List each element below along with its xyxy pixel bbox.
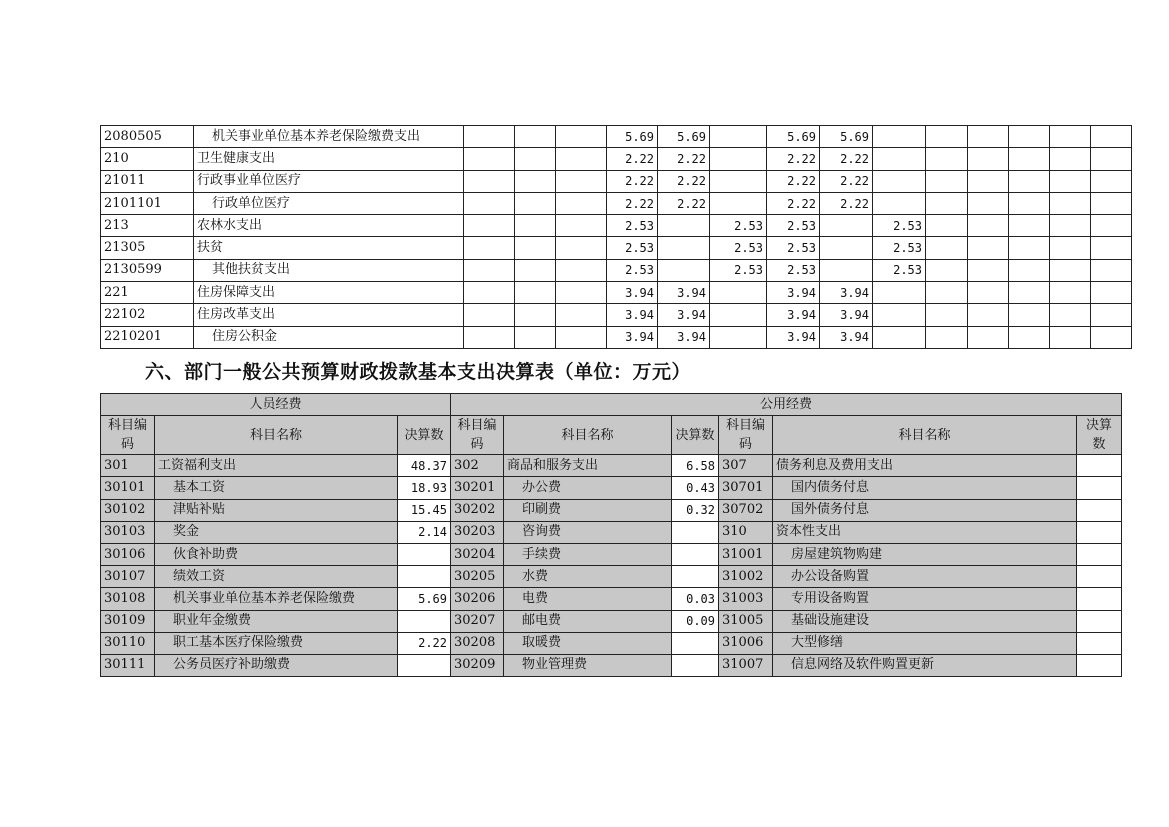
amount-cell [658, 259, 710, 281]
empty-cell [556, 170, 607, 192]
empty-cell [515, 259, 556, 281]
table-row [101, 610, 1122, 632]
empty-cell [1009, 326, 1050, 348]
empty-cell [464, 282, 515, 304]
subject-name: 住房改革支出 [194, 304, 464, 326]
empty-cell [464, 304, 515, 326]
capital-code: 31001 [719, 543, 773, 565]
empty-cell [515, 170, 556, 192]
empty-cell [1050, 282, 1091, 304]
empty-cell [556, 148, 607, 170]
amount-cell: 2.53 [710, 237, 767, 259]
goods-amount: 0.09 [672, 610, 719, 632]
empty-cell [515, 148, 556, 170]
personnel-amount [398, 543, 451, 565]
amount-cell: 2.53 [710, 259, 767, 281]
section-title: 六、部门一般公共预算财政拨款基本支出决算表（单位：万元） [145, 361, 692, 383]
empty-cell [1050, 148, 1091, 170]
goods-amount: 0.32 [672, 499, 719, 521]
subject-code: 213 [101, 215, 194, 237]
subject-name: 住房保障支出 [194, 282, 464, 304]
table-row [101, 566, 1122, 588]
personnel-amount [398, 654, 451, 676]
table-row [101, 543, 1122, 565]
empty-cell [515, 192, 556, 214]
personnel-code: 30106 [101, 543, 155, 565]
empty-cell [926, 237, 968, 259]
amount-cell: 2.22 [607, 148, 658, 170]
header-name: 科目名称 [504, 416, 672, 455]
capital-amount [1077, 499, 1122, 521]
amount-cell [873, 304, 926, 326]
empty-cell [926, 126, 968, 148]
goods-name: 邮电费 [504, 610, 672, 632]
capital-code: 31005 [719, 610, 773, 632]
subject-code: 2080505 [101, 126, 194, 148]
amount-cell: 3.94 [658, 326, 710, 348]
personnel-amount: 15.45 [398, 499, 451, 521]
empty-cell [1091, 259, 1132, 281]
empty-cell [464, 237, 515, 259]
capital-name: 房屋建筑物购建 [773, 543, 1077, 565]
amount-cell: 2.22 [658, 148, 710, 170]
header-code: 科目编码 [101, 416, 155, 455]
subject-code: 22102 [101, 304, 194, 326]
goods-amount: 6.58 [672, 455, 719, 477]
empty-cell [968, 326, 1009, 348]
empty-cell [464, 126, 515, 148]
amount-cell: 2.22 [767, 170, 820, 192]
amount-cell: 2.22 [658, 170, 710, 192]
empty-cell [926, 326, 968, 348]
empty-cell [464, 326, 515, 348]
empty-cell [556, 126, 607, 148]
amount-cell [710, 192, 767, 214]
empty-cell [926, 304, 968, 326]
empty-cell [1050, 126, 1091, 148]
capital-name: 基础设施建设 [773, 610, 1077, 632]
personnel-amount [398, 610, 451, 632]
personnel-code: 30110 [101, 632, 155, 654]
personnel-code: 30108 [101, 588, 155, 610]
personnel-name: 机关事业单位基本养老保险缴费 [155, 588, 398, 610]
amount-cell [820, 259, 873, 281]
subject-code: 221 [101, 282, 194, 304]
capital-amount [1077, 543, 1122, 565]
table-row [101, 588, 1122, 610]
capital-code: 31002 [719, 566, 773, 588]
empty-cell [968, 126, 1009, 148]
table-row [101, 499, 1122, 521]
goods-code: 302 [451, 455, 504, 477]
amount-cell: 5.69 [820, 126, 873, 148]
capital-code: 31006 [719, 632, 773, 654]
amount-cell: 2.53 [607, 237, 658, 259]
empty-cell [515, 215, 556, 237]
amount-cell: 3.94 [767, 282, 820, 304]
table-row [101, 192, 1132, 214]
capital-name: 信息网络及软件购置更新 [773, 654, 1077, 676]
empty-cell [926, 215, 968, 237]
empty-cell [1009, 148, 1050, 170]
amount-cell: 2.53 [767, 259, 820, 281]
amount-cell: 2.22 [767, 148, 820, 170]
empty-cell [1091, 170, 1132, 192]
empty-cell [1009, 192, 1050, 214]
capital-amount [1077, 455, 1122, 477]
personnel-name: 职业年金缴费 [155, 610, 398, 632]
personnel-name: 基本工资 [155, 477, 398, 499]
table-row [101, 477, 1122, 499]
amount-cell: 3.94 [658, 304, 710, 326]
empty-cell [464, 215, 515, 237]
table-row [101, 455, 1122, 477]
table-row [101, 148, 1132, 170]
empty-cell [1050, 304, 1091, 326]
group-public-header: 公用经费 [451, 394, 1122, 416]
amount-cell: 3.94 [658, 282, 710, 304]
subject-code: 210 [101, 148, 194, 170]
personnel-code: 30107 [101, 566, 155, 588]
empty-cell [926, 192, 968, 214]
empty-cell [1091, 126, 1132, 148]
amount-cell: 2.53 [873, 215, 926, 237]
empty-cell [1009, 304, 1050, 326]
amount-cell: 2.53 [873, 259, 926, 281]
capital-code: 307 [719, 455, 773, 477]
amount-cell: 2.53 [873, 237, 926, 259]
capital-name: 专用设备购置 [773, 588, 1077, 610]
amount-cell: 5.69 [767, 126, 820, 148]
goods-name: 水费 [504, 566, 672, 588]
amount-cell: 5.69 [658, 126, 710, 148]
amount-cell: 3.94 [767, 304, 820, 326]
table-row [101, 632, 1122, 654]
empty-cell [1009, 126, 1050, 148]
empty-cell [515, 237, 556, 259]
table-row [101, 126, 1132, 148]
amount-cell: 2.53 [767, 215, 820, 237]
empty-cell [464, 170, 515, 192]
empty-cell [515, 326, 556, 348]
goods-amount: 0.43 [672, 477, 719, 499]
empty-cell [556, 215, 607, 237]
amount-cell [710, 126, 767, 148]
amount-cell: 2.22 [607, 170, 658, 192]
table-row [101, 521, 1122, 543]
goods-amount [672, 632, 719, 654]
empty-cell [1091, 192, 1132, 214]
amount-cell [873, 148, 926, 170]
goods-code: 30204 [451, 543, 504, 565]
goods-code: 30201 [451, 477, 504, 499]
empty-cell [1091, 148, 1132, 170]
empty-cell [1091, 215, 1132, 237]
personnel-code: 30109 [101, 610, 155, 632]
personnel-amount: 48.37 [398, 455, 451, 477]
personnel-amount: 18.93 [398, 477, 451, 499]
empty-cell [1091, 304, 1132, 326]
subject-name: 行政单位医疗 [194, 192, 464, 214]
empty-cell [464, 148, 515, 170]
amount-cell: 2.22 [820, 148, 873, 170]
empty-cell [556, 259, 607, 281]
amount-cell: 2.22 [767, 192, 820, 214]
amount-cell [710, 170, 767, 192]
personnel-amount: 2.22 [398, 632, 451, 654]
capital-amount [1077, 521, 1122, 543]
empty-cell [515, 126, 556, 148]
goods-amount [672, 654, 719, 676]
amount-cell: 3.94 [767, 326, 820, 348]
amount-cell: 2.53 [710, 215, 767, 237]
amount-cell: 3.94 [820, 282, 873, 304]
goods-name: 咨询费 [504, 521, 672, 543]
amount-cell: 2.53 [767, 237, 820, 259]
capital-code: 30702 [719, 499, 773, 521]
subject-code: 21011 [101, 170, 194, 192]
empty-cell [1009, 259, 1050, 281]
goods-amount [672, 566, 719, 588]
empty-cell [968, 237, 1009, 259]
subject-code: 2210201 [101, 326, 194, 348]
amount-cell: 2.22 [820, 192, 873, 214]
amount-cell [658, 215, 710, 237]
empty-cell [515, 282, 556, 304]
capital-amount [1077, 632, 1122, 654]
empty-cell [1009, 170, 1050, 192]
goods-code: 30207 [451, 610, 504, 632]
subject-code: 2101101 [101, 192, 194, 214]
empty-cell [1050, 192, 1091, 214]
capital-name: 国外债务付息 [773, 499, 1077, 521]
empty-cell [556, 237, 607, 259]
empty-cell [1009, 237, 1050, 259]
capital-code: 30701 [719, 477, 773, 499]
goods-code: 30206 [451, 588, 504, 610]
goods-name: 手续费 [504, 543, 672, 565]
amount-cell: 3.94 [820, 304, 873, 326]
subject-name: 其他扶贫支出 [194, 259, 464, 281]
goods-code: 30208 [451, 632, 504, 654]
capital-amount [1077, 566, 1122, 588]
capital-code: 31003 [719, 588, 773, 610]
personnel-code: 301 [101, 455, 155, 477]
table-row [101, 654, 1122, 676]
capital-name: 债务利息及费用支出 [773, 455, 1077, 477]
table-row [101, 326, 1132, 348]
table-row [101, 282, 1132, 304]
empty-cell [926, 259, 968, 281]
empty-cell [968, 170, 1009, 192]
capital-name: 大型修缮 [773, 632, 1077, 654]
group-personnel-header: 人员经费 [101, 394, 451, 416]
empty-cell [968, 259, 1009, 281]
goods-code: 30209 [451, 654, 504, 676]
subject-name: 行政事业单位医疗 [194, 170, 464, 192]
personnel-name: 津贴补贴 [155, 499, 398, 521]
amount-cell: 5.69 [607, 126, 658, 148]
capital-code: 31007 [719, 654, 773, 676]
personnel-code: 30101 [101, 477, 155, 499]
empty-cell [556, 326, 607, 348]
empty-cell [968, 282, 1009, 304]
header-name: 科目名称 [155, 416, 398, 455]
amount-cell [710, 304, 767, 326]
header-name: 科目名称 [773, 416, 1077, 455]
amount-cell [710, 326, 767, 348]
subject-code: 21305 [101, 237, 194, 259]
empty-cell [926, 282, 968, 304]
amount-cell [658, 237, 710, 259]
amount-cell [873, 170, 926, 192]
amount-cell: 3.94 [820, 326, 873, 348]
empty-cell [556, 304, 607, 326]
personnel-amount: 2.14 [398, 521, 451, 543]
goods-name: 电费 [504, 588, 672, 610]
amount-cell [820, 215, 873, 237]
subject-name: 卫生健康支出 [194, 148, 464, 170]
capital-name: 办公设备购置 [773, 566, 1077, 588]
empty-cell [515, 304, 556, 326]
capital-amount [1077, 654, 1122, 676]
amount-cell: 2.22 [820, 170, 873, 192]
personnel-name: 奖金 [155, 521, 398, 543]
goods-name: 物业管理费 [504, 654, 672, 676]
goods-code: 30203 [451, 521, 504, 543]
empty-cell [1091, 282, 1132, 304]
table-row [101, 259, 1132, 281]
personnel-name: 职工基本医疗保险缴费 [155, 632, 398, 654]
amount-cell [873, 192, 926, 214]
personnel-code: 30111 [101, 654, 155, 676]
empty-cell [926, 148, 968, 170]
amount-cell [820, 237, 873, 259]
empty-cell [926, 170, 968, 192]
basic-expenditure-table [100, 393, 1122, 677]
goods-name: 印刷费 [504, 499, 672, 521]
empty-cell [968, 148, 1009, 170]
amount-cell [710, 148, 767, 170]
personnel-name: 伙食补助费 [155, 543, 398, 565]
goods-code: 30202 [451, 499, 504, 521]
capital-amount [1077, 477, 1122, 499]
capital-amount [1077, 610, 1122, 632]
goods-name: 取暖费 [504, 632, 672, 654]
subject-name: 机关事业单位基本养老保险缴费支出 [194, 126, 464, 148]
amount-cell [710, 282, 767, 304]
table-row [101, 237, 1132, 259]
empty-cell [968, 192, 1009, 214]
empty-cell [464, 259, 515, 281]
subject-name: 扶贫 [194, 237, 464, 259]
expenditure-table-top [100, 125, 1132, 349]
goods-amount [672, 521, 719, 543]
personnel-code: 30103 [101, 521, 155, 543]
personnel-name: 绩效工资 [155, 566, 398, 588]
goods-code: 30205 [451, 566, 504, 588]
goods-name: 商品和服务支出 [504, 455, 672, 477]
empty-cell [1050, 326, 1091, 348]
amount-cell: 3.94 [607, 304, 658, 326]
personnel-code: 30102 [101, 499, 155, 521]
capital-amount [1077, 588, 1122, 610]
subject-name: 住房公积金 [194, 326, 464, 348]
empty-cell [556, 282, 607, 304]
empty-cell [1050, 170, 1091, 192]
table-row [101, 170, 1132, 192]
empty-cell [1009, 215, 1050, 237]
capital-name: 资本性支出 [773, 521, 1077, 543]
empty-cell [1050, 259, 1091, 281]
empty-cell [556, 192, 607, 214]
table-row [101, 215, 1132, 237]
personnel-name: 工资福利支出 [155, 455, 398, 477]
table-row [101, 304, 1132, 326]
subject-name: 农林水支出 [194, 215, 464, 237]
goods-amount [672, 543, 719, 565]
header-amount: 决算数 [1077, 416, 1122, 455]
goods-name: 办公费 [504, 477, 672, 499]
header-amount: 决算数 [672, 416, 719, 455]
empty-cell [1091, 326, 1132, 348]
capital-name: 国内债务付息 [773, 477, 1077, 499]
empty-cell [1009, 282, 1050, 304]
header-code: 科目编码 [719, 416, 773, 455]
amount-cell [873, 126, 926, 148]
amount-cell: 2.53 [607, 259, 658, 281]
empty-cell [464, 192, 515, 214]
empty-cell [968, 304, 1009, 326]
personnel-name: 公务员医疗补助缴费 [155, 654, 398, 676]
empty-cell [968, 215, 1009, 237]
capital-code: 310 [719, 521, 773, 543]
amount-cell: 3.94 [607, 282, 658, 304]
amount-cell: 2.22 [607, 192, 658, 214]
header-amount: 决算数 [398, 416, 451, 455]
subject-code: 2130599 [101, 259, 194, 281]
empty-cell [1050, 237, 1091, 259]
amount-cell: 2.22 [658, 192, 710, 214]
amount-cell: 3.94 [607, 326, 658, 348]
empty-cell [1091, 237, 1132, 259]
header-code: 科目编码 [451, 416, 504, 455]
goods-amount: 0.03 [672, 588, 719, 610]
amount-cell [873, 282, 926, 304]
personnel-amount [398, 566, 451, 588]
amount-cell: 2.53 [607, 215, 658, 237]
amount-cell [873, 326, 926, 348]
empty-cell [1050, 215, 1091, 237]
personnel-amount: 5.69 [398, 588, 451, 610]
